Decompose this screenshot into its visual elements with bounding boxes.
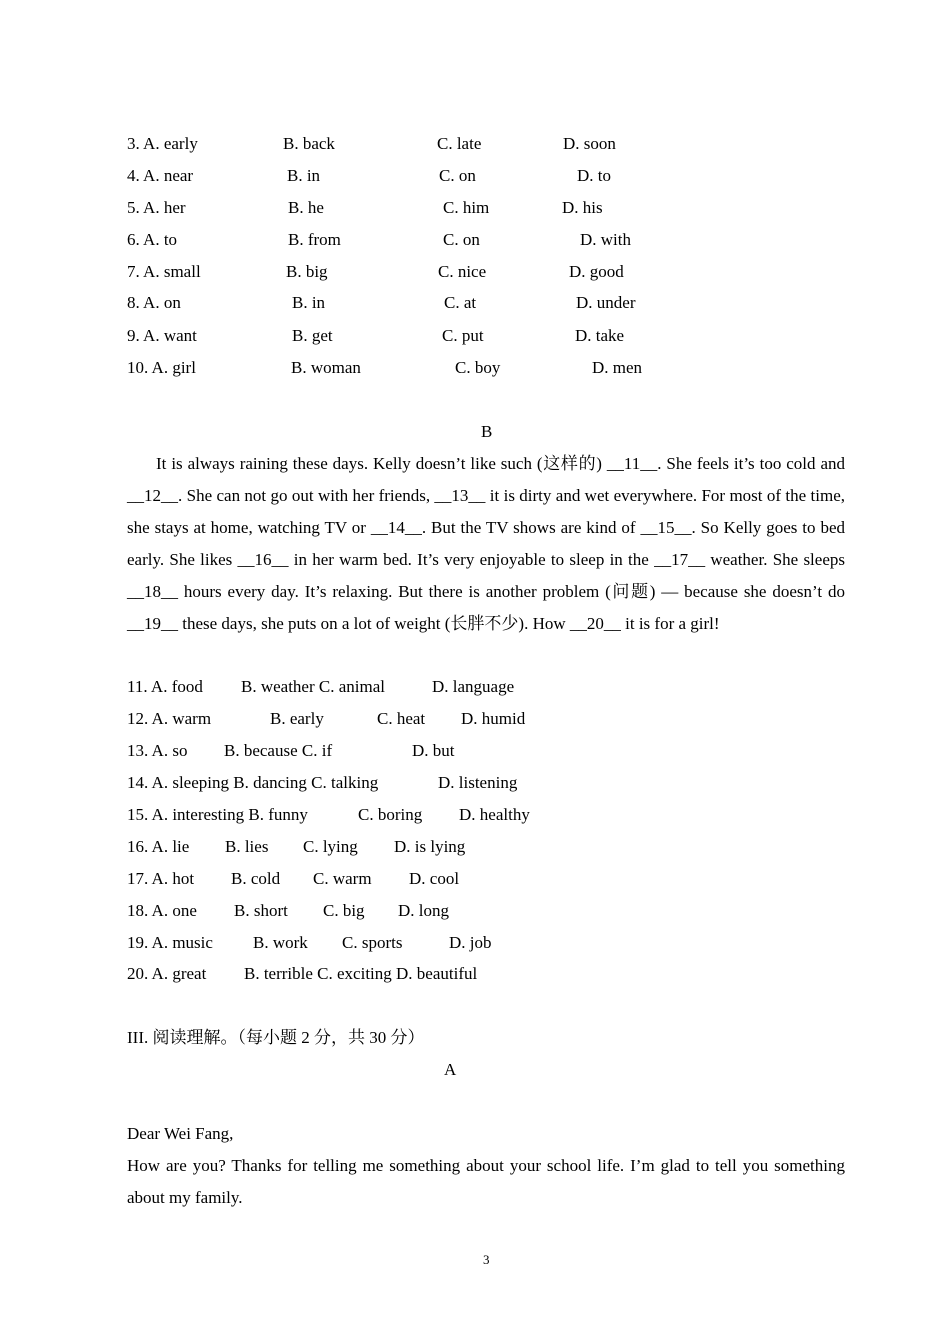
option: B. cold xyxy=(231,869,281,888)
option: C. heat xyxy=(377,709,426,728)
option: 9. A. want xyxy=(127,326,197,345)
question-row xyxy=(0,741,950,761)
option: D. long xyxy=(398,901,449,920)
option: D. under xyxy=(576,293,636,312)
option: C. nice xyxy=(438,262,487,281)
question-row xyxy=(0,262,950,282)
question-row xyxy=(0,709,950,729)
option: 18. A. one xyxy=(127,901,197,920)
option: 10. A. girl xyxy=(127,358,196,377)
option: B. he xyxy=(288,198,324,217)
option: D. good xyxy=(569,262,624,281)
question-row xyxy=(0,134,950,154)
option: B. work xyxy=(253,933,308,952)
option: C. big xyxy=(323,901,365,920)
question-row xyxy=(0,358,950,378)
option: B. terrible C. exciting D. beautiful xyxy=(244,964,478,983)
option: C. on xyxy=(439,166,476,185)
option: D. listening xyxy=(438,773,518,792)
option: C. him xyxy=(443,198,490,217)
option: C. warm xyxy=(313,869,372,888)
option: B. in xyxy=(287,166,321,185)
option: 4. A. near xyxy=(127,166,194,185)
option: 17. A. hot xyxy=(127,869,195,888)
question-row xyxy=(0,166,950,186)
option: B. big xyxy=(286,262,328,281)
option: 3. A. early xyxy=(127,134,198,153)
option: B. weather C. animal xyxy=(241,677,385,696)
option: D. job xyxy=(449,933,492,952)
option: 12. A. warm xyxy=(127,709,212,728)
option: B. lies xyxy=(225,837,269,856)
option: D. take xyxy=(575,326,625,345)
option: D. to xyxy=(577,166,611,185)
option: 15. A. interesting B. funny xyxy=(127,805,308,824)
option: 16. A. lie xyxy=(127,837,190,856)
option: 19. A. music xyxy=(127,933,213,952)
page-number: 3 xyxy=(483,1252,490,1267)
letter-salutation: Dear Wei Fang, xyxy=(127,1124,234,1143)
option: D. but xyxy=(412,741,455,760)
option: 13. A. so xyxy=(127,741,188,760)
option: 14. A. sleeping B. dancing C. talking xyxy=(127,773,379,792)
option: B. woman xyxy=(291,358,361,377)
option: C. boy xyxy=(455,358,501,377)
option: B. get xyxy=(292,326,333,345)
option: C. lying xyxy=(303,837,358,856)
option: D. healthy xyxy=(459,805,530,824)
option: 20. A. great xyxy=(127,964,207,983)
option: C. boring xyxy=(358,805,423,824)
option: B. early xyxy=(270,709,324,728)
letter-body: How are you? Thanks for telling me something about your school life. I’m glad to tell you something about my family. xyxy=(127,1156,845,1207)
option: C. late xyxy=(437,134,482,153)
option: C. put xyxy=(442,326,484,345)
option: 6. A. to xyxy=(127,230,178,249)
option: B. from xyxy=(288,230,341,249)
option: 8. A. on xyxy=(127,293,181,312)
option: D. is lying xyxy=(394,837,466,856)
question-row xyxy=(0,198,950,218)
option: B. because C. if xyxy=(224,741,333,760)
option: D. humid xyxy=(461,709,526,728)
option: D. soon xyxy=(563,134,616,153)
cloze-passage: It is always raining these days. Kelly doesn’t like such (这样的) __11__. She feels it’s too cold and __12__. She can not go out with her friends, __13__ it is dirty and wet everywhere. For most of the time, she stays at home, watching TV or __14__. But the TV shows are kind of __15__. So Kelly goes to bed early. She likes __16__ in her warm bed. It’s very enjoyable to sleep in the __17__ weather. She sleeps __18__ hours every day. It’s relaxing. But there is another problem (问题) — because she doesn’t do __19__ these days, she puts on a lot of weight (长胖不少). How __20__ it is for a girl! xyxy=(127,454,845,633)
question-row xyxy=(0,837,950,857)
question-row xyxy=(0,773,950,793)
question-row xyxy=(0,326,950,346)
option: B. back xyxy=(283,134,335,153)
option: B. short xyxy=(234,901,288,920)
option: C. at xyxy=(444,293,477,312)
question-row xyxy=(0,677,950,697)
question-row xyxy=(0,805,950,825)
question-row xyxy=(0,964,950,984)
question-row xyxy=(0,933,950,953)
option: C. on xyxy=(443,230,480,249)
option: D. with xyxy=(580,230,631,249)
option: 5. A. her xyxy=(127,198,186,217)
option: D. language xyxy=(432,677,515,696)
question-row xyxy=(0,901,950,921)
question-row xyxy=(0,869,950,889)
question-row xyxy=(0,293,950,313)
option: B. in xyxy=(292,293,326,312)
section-title: III. 阅读理解。（每小题 2 分，共 30 分） xyxy=(127,1028,425,1047)
section-heading: A xyxy=(444,1060,457,1079)
option: 7. A. small xyxy=(127,262,201,281)
option: 11. A. food xyxy=(127,677,203,696)
option: D. cool xyxy=(409,869,460,888)
option: D. men xyxy=(592,358,643,377)
option: D. his xyxy=(562,198,603,217)
question-row xyxy=(0,230,950,250)
section-heading: B xyxy=(481,422,493,441)
option: C. sports xyxy=(342,933,403,952)
